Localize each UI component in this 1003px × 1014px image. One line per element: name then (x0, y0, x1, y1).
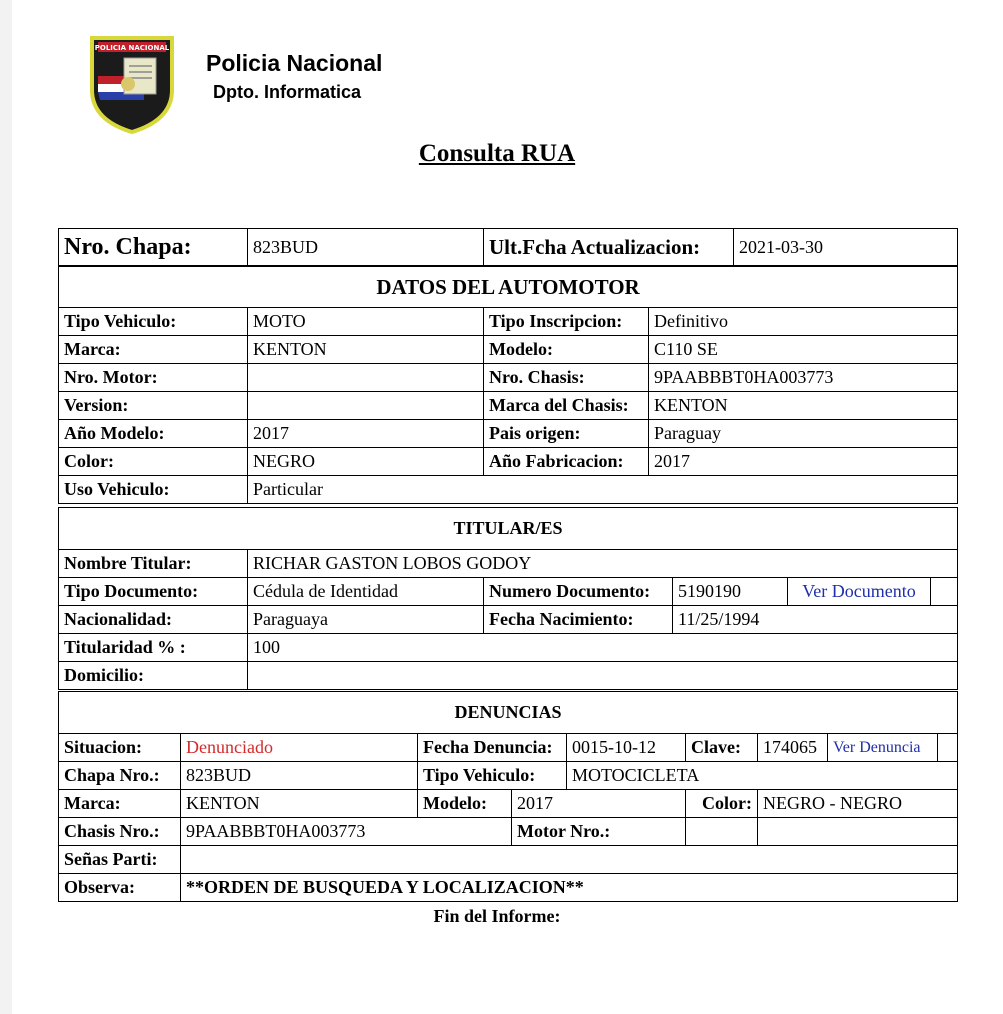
tipo-inscripcion-label: Tipo Inscripcion: (484, 308, 649, 336)
denuncia-chasis-value: 9PAABBBT0HA003773 (181, 818, 512, 846)
ver-documento-spacer (931, 578, 958, 606)
update-label: Ult.Fcha Actualizacion: (484, 229, 734, 266)
denuncia-color-label: Color: (686, 790, 758, 818)
nombre-titular-value: RICHAR GASTON LOBOS GODOY (248, 550, 958, 578)
motor-value (248, 364, 484, 392)
nacionalidad-label: Nacionalidad: (59, 606, 248, 634)
denuncia-marca-label: Marca: (59, 790, 181, 818)
denuncia-tipo-value: MOTOCICLETA (567, 762, 958, 790)
denuncia-motor-label: Motor Nro.: (512, 818, 686, 846)
observa-value: **ORDEN DE BUSQUEDA Y LOCALIZACION** (181, 874, 958, 902)
version-label: Version: (59, 392, 248, 420)
org-name: Policia Nacional (206, 50, 383, 76)
denuncias-table (58, 691, 958, 902)
anio-fabricacion-value: 2017 (649, 448, 958, 476)
ver-denuncia-spacer (938, 734, 958, 762)
denuncia-tipo-label: Tipo Vehiculo: (418, 762, 567, 790)
tipo-inscripcion-value: Definitivo (649, 308, 958, 336)
denuncia-marca-value: KENTON (181, 790, 418, 818)
fecha-nacimiento-value: 11/25/1994 (673, 606, 958, 634)
logo-text: POLICIA NACIONAL (94, 44, 170, 52)
chapa-table (58, 228, 958, 266)
titularidad-label: Titularidad % : (59, 634, 248, 662)
fecha-denuncia-label: Fecha Denuncia: (418, 734, 567, 762)
denuncia-motor-value (686, 818, 758, 846)
clave-value: 174065 (758, 734, 828, 762)
marca-label: Marca: (59, 336, 248, 364)
titular-section-title: TITULAR/ES (59, 508, 958, 550)
denuncia-modelo-label: Modelo: (418, 790, 512, 818)
color-label: Color: (59, 448, 248, 476)
senas-value (181, 846, 958, 874)
tipo-vehiculo-value: MOTO (248, 308, 484, 336)
pais-origen-label: Pais origen: (484, 420, 649, 448)
page-title: Consulta RUA (418, 140, 576, 167)
modelo-value: C110 SE (649, 336, 958, 364)
ver-denuncia-link[interactable]: Ver Denuncia (828, 734, 938, 762)
marca-value: KENTON (248, 336, 484, 364)
department-name: Dpto. Informatica (213, 82, 362, 102)
anio-fabricacion-label: Año Fabricacion: (484, 448, 649, 476)
situacion-value: Denunciado (181, 734, 418, 762)
automotor-table (58, 266, 958, 504)
anio-modelo-label: Año Modelo: (59, 420, 248, 448)
color-value: NEGRO (248, 448, 484, 476)
denuncia-motor-spacer (758, 818, 958, 846)
denuncia-chasis-label: Chasis Nro.: (59, 818, 181, 846)
uso-vehiculo-label: Uso Vehiculo: (59, 476, 248, 504)
fecha-denuncia-value: 0015-10-12 (567, 734, 686, 762)
tipo-documento-label: Tipo Documento: (59, 578, 248, 606)
senas-label: Señas Parti: (59, 846, 181, 874)
nacionalidad-value: Paraguaya (248, 606, 484, 634)
tipo-vehiculo-label: Tipo Vehiculo: (59, 308, 248, 336)
denuncia-modelo-value: 2017 (512, 790, 686, 818)
report-page (12, 0, 1003, 1014)
denuncia-color-value: NEGRO - NEGRO (758, 790, 958, 818)
denuncia-chapa-label: Chapa Nro.: (59, 762, 181, 790)
chasis-label: Nro. Chasis: (484, 364, 649, 392)
fin-del-informe: Fin del Informe: (433, 906, 561, 926)
uso-vehiculo-value: Particular (248, 476, 958, 504)
numero-documento-value: 5190190 (673, 578, 788, 606)
titularidad-value: 100 (248, 634, 958, 662)
motor-label: Nro. Motor: (59, 364, 248, 392)
denuncia-chapa-value: 823BUD (181, 762, 418, 790)
pais-origen-value: Paraguay (649, 420, 958, 448)
observa-label: Observa: (59, 874, 181, 902)
chasis-value: 9PAABBBT0HA003773 (649, 364, 958, 392)
fecha-nacimiento-label: Fecha Nacimiento: (484, 606, 673, 634)
chapa-label: Nro. Chapa: (59, 229, 248, 266)
marca-chasis-label: Marca del Chasis: (484, 392, 649, 420)
clave-label: Clave: (686, 734, 758, 762)
domicilio-value (248, 662, 958, 690)
situacion-label: Situacion: (59, 734, 181, 762)
ver-documento-link[interactable]: Ver Documento (788, 578, 931, 606)
update-value: 2021-03-30 (734, 229, 958, 266)
version-value (248, 392, 484, 420)
titular-table (58, 507, 958, 690)
numero-documento-label: Numero Documento: (484, 578, 673, 606)
marca-chasis-value: KENTON (649, 392, 958, 420)
denuncias-section-title: DENUNCIAS (59, 692, 958, 734)
police-badge-logo (84, 28, 180, 136)
tipo-documento-value: Cédula de Identidad (248, 578, 484, 606)
domicilio-label: Domicilio: (59, 662, 248, 690)
anio-modelo-value: 2017 (248, 420, 484, 448)
nombre-titular-label: Nombre Titular: (59, 550, 248, 578)
automotor-section-title: DATOS DEL AUTOMOTOR (59, 267, 958, 308)
modelo-label: Modelo: (484, 336, 649, 364)
chapa-value: 823BUD (248, 229, 484, 266)
